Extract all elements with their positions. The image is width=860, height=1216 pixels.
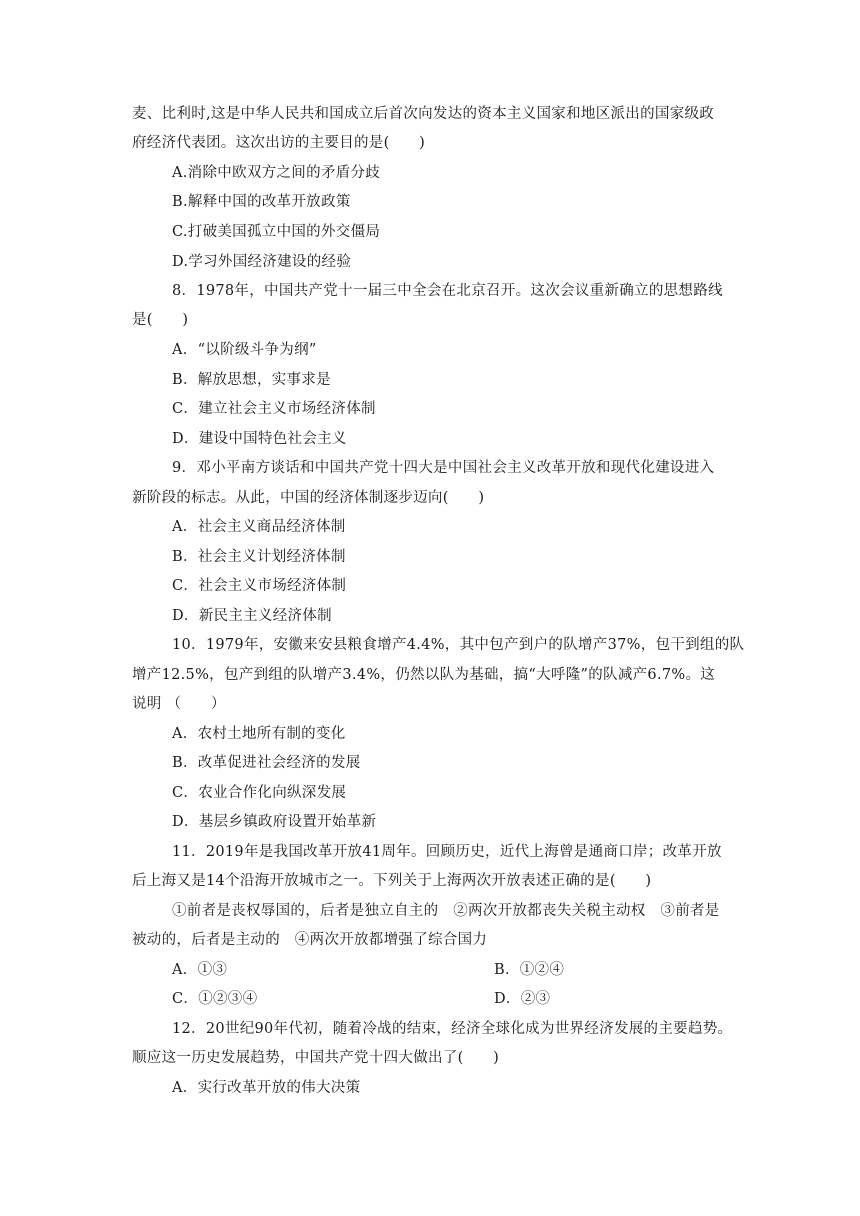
q10-stem-line-1: 10．1979年，安徽来安县粮食增产4.4%，其中包产到户的队增产37%，包干到组的队 — [172, 637, 745, 653]
q9-stem-line-1: 9．邓小平南方谈话和中国共产党十四大是中国社会主义改革开放和现代化建设进入 — [172, 460, 715, 476]
q9-option-d: D．新民主主义经济体制 — [172, 608, 332, 624]
q10-option-a: A．农村土地所有制的变化 — [172, 726, 346, 742]
q7-option-d: D.学习外国经济建设的经验 — [172, 254, 352, 270]
q9-option-b: B．社会主义计划经济体制 — [172, 549, 346, 565]
q11-option-d: D．②③ — [494, 991, 551, 1007]
q11-option-a: A．①③ — [172, 962, 228, 978]
q11-stem-line-1: 11．2019年是我国改革开放41周年。回顾历史，近代上海曾是通商口岸；改革开放 — [172, 844, 722, 860]
q12-stem-line-1: 12．20世纪90年代初，随着冷战的结束，经济全球化成为世界经济发展的主要趋势。 — [172, 1021, 733, 1037]
q7-option-c: C.打破美国孤立中国的外交僵局 — [172, 224, 381, 240]
q10-option-d: D．基层乡镇政府设置开始革新 — [172, 814, 377, 830]
q11-option-b: B．①②④ — [494, 962, 565, 978]
q9-option-c: C．社会主义市场经济体制 — [172, 578, 347, 594]
q8-option-a: A．“以阶级斗争为纲” — [172, 342, 317, 358]
q8-option-d: D．建设中国特色社会主义 — [172, 431, 347, 447]
q9-stem-line-2: 新阶段的标志。从此，中国的经济体制逐步迈向( ) — [132, 490, 485, 506]
q11-statements-line-1: ①前者是丧权辱国的，后者是独立自主的 ②两次开放都丧失关税主动权 ③前者是 — [172, 903, 720, 919]
q7-stem-line-1: 麦、比利时,这是中华人民共和国成立后首次向发达的资本主义国家和地区派出的国家级政 — [132, 106, 715, 122]
q7-stem-line-2: 府经济代表团。这次出访的主要目的是( ) — [132, 135, 426, 151]
q10-stem-line-2: 增产12.5%，包产到组的队增产3.4%，仍然以队为基础，搞“大呼隆”的队减产6.7%。这 — [132, 667, 716, 683]
q11-option-c: C．①②③④ — [172, 991, 258, 1007]
q10-option-b: B．改革促进社会经济的发展 — [172, 755, 361, 771]
q12-stem-line-2: 顺应这一历史发展趋势，中国共产党十四大做出了( ) — [132, 1050, 500, 1066]
q11-stem-line-2: 后上海又是14个沿海开放城市之一。下列关于上海两次开放表述正确的是( ) — [132, 873, 652, 889]
q9-option-a: A．社会主义商品经济体制 — [172, 519, 346, 535]
q12-option-a: A．实行改革开放的伟大决策 — [172, 1080, 361, 1096]
q8-stem-line-2: 是( ) — [132, 312, 189, 328]
q7-option-b: B.解释中国的改革开放政策 — [172, 194, 351, 210]
q11-statements-line-2: 被动的，后者是主动的 ④两次开放都增强了综合国力 — [132, 932, 488, 948]
q8-option-c: C．建立社会主义市场经济体制 — [172, 401, 376, 417]
q8-stem-line-1: 8．1978年，中国共产党十一届三中全会在北京召开。这次会议重新确立的思想路线 — [172, 283, 723, 299]
q10-stem-line-3: 说明 （ ） — [132, 696, 226, 712]
q10-option-c: C．农业合作化向纵深发展 — [172, 785, 347, 801]
q7-option-a: A.消除中欧双方之间的矛盾分歧 — [172, 165, 381, 181]
q8-option-b: B．解放思想，实事求是 — [172, 372, 331, 388]
